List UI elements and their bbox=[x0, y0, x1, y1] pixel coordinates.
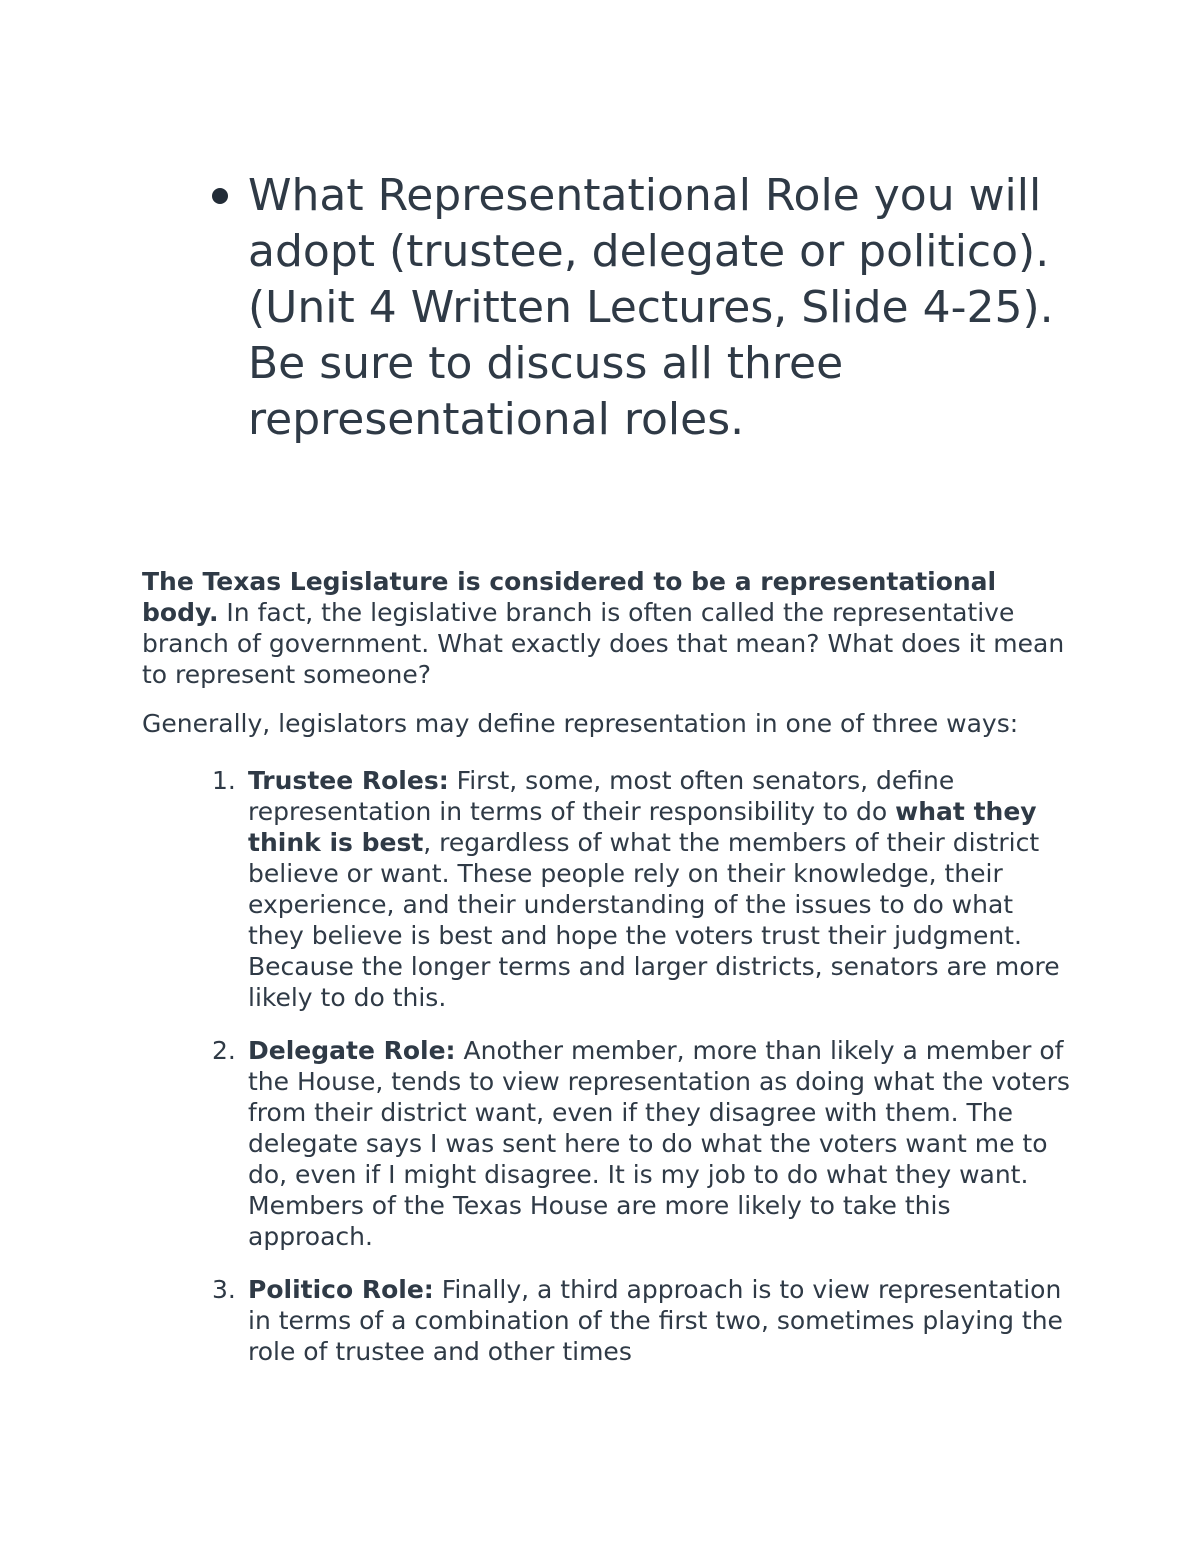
intro-paragraph bbox=[142, 566, 1072, 690]
role-emphasis: what they think is best bbox=[248, 797, 1037, 857]
role-title: Delegate Role: bbox=[248, 1036, 456, 1065]
list-item-politico bbox=[142, 1274, 1072, 1367]
document-body bbox=[142, 566, 1072, 1389]
list-item-trustee bbox=[142, 765, 1072, 1013]
role-title: Trustee Roles: bbox=[248, 766, 449, 795]
intro-rest: In fact, the legislative branch is often called the representative branch of government. What exactly does that mean? What does it mean to represent someone? bbox=[142, 598, 1065, 689]
bullet-icon bbox=[212, 188, 228, 204]
intro-bold-lead: The Texas Legislature is considered to be a representational body. bbox=[142, 567, 997, 627]
list-number: 3. bbox=[212, 1275, 236, 1304]
prompt-text: What Representational Role you will adopt (trustee, delegate or politico). (Unit 4 Written Lectures, Slide 4-25). Be sure to discuss all three representational roles. bbox=[248, 170, 1054, 445]
roles-list bbox=[142, 765, 1072, 1367]
generally-paragraph: Generally, legislators may define representation in one of three ways: bbox=[142, 709, 1019, 738]
list-number: 2. bbox=[212, 1036, 236, 1065]
role-text: Finally, a third approach is to view representation in terms of a combination of the first two, sometimes playing the role of trustee and other times bbox=[248, 1275, 1063, 1366]
role-text: Another member, more than likely a member of the House, tends to view representation as doing what the voters from their district want, even if they disagree with them. The delegate says I was sent here to do what the voters want me to do, even if I might disagree. It is my job to do what they want. Members of the Texas House are more likely to take this approach. bbox=[248, 1036, 1070, 1251]
role-title: Politico Role: bbox=[248, 1275, 434, 1304]
role-text-after: , regardless of what the members of their district believe or want. These people rely on their knowledge, their experience, and their understanding of the issues to do what they believe is best and hope the voters trust their judgment. Because the longer terms and larger districts, senators are more likely to do this. bbox=[248, 828, 1060, 1012]
list-number: 1. bbox=[212, 766, 236, 795]
list-item-delegate bbox=[142, 1035, 1072, 1252]
role-text-before: First, some, most often senators, define representation in terms of their responsibility to do bbox=[248, 766, 955, 826]
